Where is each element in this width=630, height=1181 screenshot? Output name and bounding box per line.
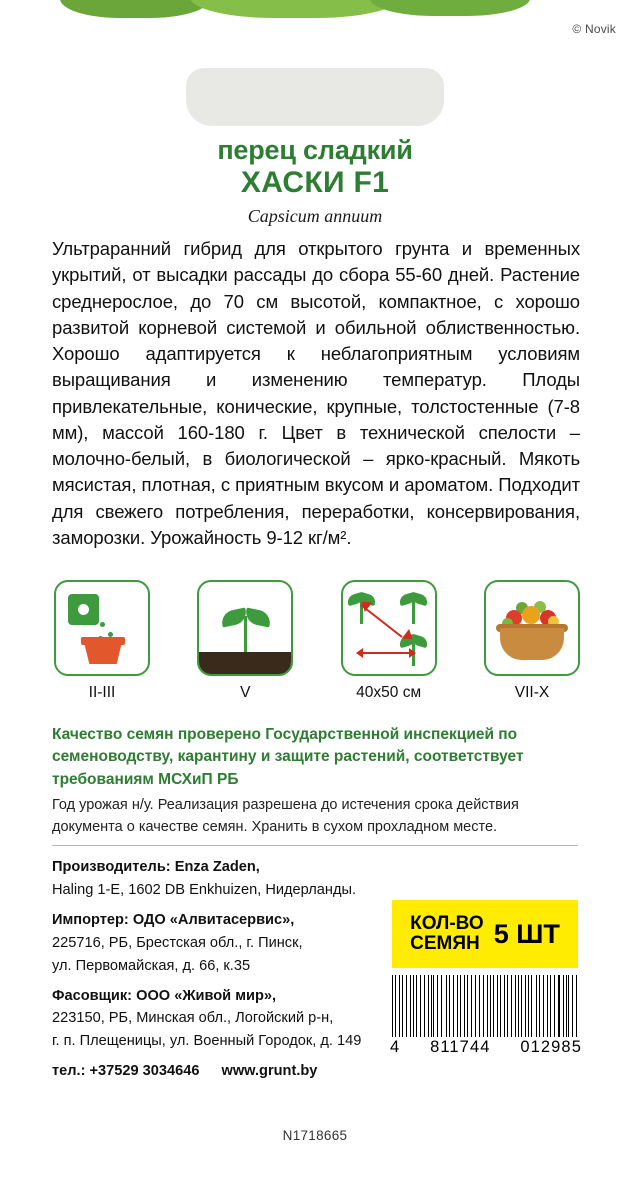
barcode-bar — [539, 975, 540, 1037]
title-block — [0, 136, 630, 227]
latin-name: Capsicum annuum — [247, 205, 383, 226]
storage-note: Год урожая н/у. Реализация разрешена до истечения срока действия документа о качестве семян. Хранить в сухом прохладном месте. — [52, 797, 519, 835]
section-divider — [52, 845, 578, 846]
icon-label-sowing: II-III — [88, 684, 116, 701]
producer-label: Производитель: — [52, 859, 171, 875]
barcode-bar — [433, 975, 434, 1037]
barcode-gap — [541, 975, 542, 1037]
barcode-digit-first: 4 — [390, 1038, 401, 1056]
barcode-digits — [390, 1038, 582, 1057]
internal-code: N1718665 — [282, 1128, 348, 1143]
barcode-digits-right: 012985 — [520, 1038, 582, 1056]
barcode-gap — [473, 975, 474, 1037]
barcode-gap — [397, 975, 398, 1037]
barcode-gap — [498, 975, 499, 1037]
barcode-bar — [507, 975, 508, 1037]
barcode-gap — [447, 975, 448, 1037]
barcode-gap — [426, 975, 427, 1037]
barcode-digits-left: 811744 — [430, 1038, 491, 1056]
product-description: Ультраранний гибрид для открытого грунта и временных укрытий, от высадки рассады до сбора 55-60 дней. Растение среднерослое, до 70 см высотой, компактное, с хорошо развитой корневой системой и обильной облиственностью. Хорошо адаптируется к неблагоприятным условиям выращивания и изменению температур. Плоды привлекательные, конические, крупные, толстостенные (7-8 мм), массой 160-180 г. Цвет в технической спелости – молочно-белый, в биологической – ярко-красный. Мякоть мясистая, плотная, с приятным вкусом и ароматом. Подходит для свежего потребления, переработки, консервирования, заморозки. Урожайность 9-12 кг/м². — [52, 238, 580, 548]
barcode-gap — [469, 975, 470, 1037]
barcode-gap — [533, 975, 534, 1037]
quantity-label — [410, 914, 484, 954]
leaf-shape-3 — [370, 0, 530, 16]
sowing-icon — [54, 580, 150, 676]
packer-name: ООО «Живой мир», — [136, 987, 277, 1004]
barcode-bar — [511, 975, 512, 1037]
icon-label-spacing: 40x50 см — [356, 684, 422, 701]
barcode-bar — [471, 975, 472, 1037]
importer-label: Импортер: — [52, 911, 129, 928]
icon-cell-harvest — [482, 580, 582, 702]
barcode-bar — [441, 975, 442, 1037]
barcode-bar — [483, 975, 484, 1037]
barcode-gap — [465, 975, 466, 1037]
barcode-gap — [485, 975, 486, 1037]
barcode-gap — [509, 975, 510, 1037]
barcode-bar — [464, 975, 465, 1037]
barcode-gap — [545, 975, 546, 1037]
website-link[interactable]: www.grunt.by — [221, 1063, 318, 1080]
phone-number: тел.: +37529 3034646 — [52, 1063, 200, 1080]
barcode-gap — [561, 975, 562, 1037]
leaf-right-icon — [244, 607, 273, 627]
barcode-bar — [518, 975, 519, 1037]
barcode-gap — [513, 975, 514, 1037]
barcode-gap — [418, 975, 419, 1037]
barcode-bar — [453, 975, 454, 1037]
leaf-shape-1 — [60, 0, 210, 18]
barcode-gap — [552, 975, 553, 1037]
importer-block — [52, 909, 382, 978]
horizontal-arrow-icon — [359, 652, 411, 654]
barcode-gap — [450, 975, 451, 1037]
contact-row — [52, 1060, 382, 1083]
barcode-bar — [500, 975, 501, 1037]
icon-cell-spacing — [339, 580, 439, 702]
harvest-icon — [484, 580, 580, 676]
barcode-gap — [400, 975, 401, 1037]
product-variety: ХАСКИ F1 — [240, 166, 390, 200]
barcode-bar — [406, 975, 407, 1037]
icon-label-planting: V — [240, 684, 251, 701]
stem-icon — [244, 616, 247, 652]
photo-copyright: © Novik — [572, 22, 616, 36]
barcode-gap — [443, 975, 444, 1037]
company-info — [52, 856, 382, 1083]
quantity-value: 5 ШТ — [493, 918, 560, 949]
producer-address: Haling 1-E, 1602 DB Enkhuizen, Нидерланды. — [52, 881, 357, 898]
importer-address-1: 225716, РБ, Брестская обл., г. Пинск, — [52, 934, 303, 951]
barcode-gap — [523, 975, 524, 1037]
barcode-bar — [536, 975, 537, 1037]
vegetable-icon — [522, 606, 540, 624]
barcode-bar — [420, 975, 421, 1037]
barcode-gap — [548, 975, 549, 1037]
barcode-gap — [481, 975, 482, 1037]
barcode-gap — [435, 975, 436, 1037]
arrow-head-icon — [409, 648, 416, 658]
barcode-bar — [550, 975, 551, 1037]
importer-name: ОДО «Алвитасервис», — [132, 911, 295, 928]
barcode-bar — [395, 975, 396, 1037]
packer-block — [52, 985, 382, 1054]
barcode-gap — [574, 975, 575, 1037]
packer-address-2: г. п. Плещеницы, ул. Военный Городок, д. 149 — [52, 1033, 362, 1050]
seed-dot — [100, 622, 105, 627]
packer-label: Фасовщик: — [52, 987, 133, 1004]
barcode-bar — [493, 975, 494, 1037]
producer-name: Enza Zaden, — [174, 859, 260, 875]
barcode-gap — [502, 975, 503, 1037]
spacing-icon — [341, 580, 437, 676]
barcode-bar — [515, 975, 516, 1037]
soil-icon — [199, 652, 291, 674]
barcode-bar — [475, 975, 476, 1037]
quantity-label-line1: КОЛ-ВО — [410, 913, 484, 935]
importer-address-2: ул. Первомайская, д. 66, к.35 — [52, 957, 251, 974]
barcode-bar — [413, 975, 414, 1037]
barcode-bar — [531, 975, 532, 1037]
icon-label-harvest: VII-X — [514, 684, 550, 701]
hanger-hole — [186, 68, 444, 126]
barcode-bar — [402, 975, 403, 1037]
barcode-gap — [404, 975, 405, 1037]
barcode-bar — [558, 975, 559, 1037]
quantity-label-line2: СЕМЯН — [410, 933, 480, 954]
barcode-bar — [424, 975, 425, 1037]
barcode-gap — [439, 975, 440, 1037]
barcode-gap — [455, 975, 456, 1037]
barcode-bar — [460, 975, 461, 1037]
barcode-bar — [543, 975, 544, 1037]
packer-address-1: 223150, РБ, Минская обл., Логойский р-н, — [52, 1010, 334, 1027]
barcode-bar — [416, 975, 417, 1037]
barcode-gap — [477, 975, 478, 1037]
barcode-bar — [446, 975, 447, 1037]
barcode-bar — [554, 975, 555, 1037]
mini-plant-icon — [401, 590, 427, 624]
barcode — [392, 975, 578, 1037]
product-category: перец сладкий — [217, 135, 413, 165]
quantity-badge — [392, 900, 578, 968]
pot-icon — [84, 642, 122, 664]
growing-icons-row — [52, 580, 582, 702]
quality-certification-note: Качество семян проверено Государственной инспекцией по семеноводству, карантину и защите растений, соответствует требованиям МСХиП РБ — [52, 726, 524, 788]
barcode-bar — [479, 975, 480, 1037]
basket-icon — [500, 628, 564, 660]
arrow-head-icon — [356, 648, 363, 658]
producer-block — [52, 856, 382, 902]
icon-cell-sowing — [52, 580, 152, 702]
barcode-bar — [576, 975, 577, 1037]
barcode-gap — [570, 975, 571, 1037]
barcode-gap — [530, 975, 531, 1037]
barcode-bar — [572, 975, 573, 1037]
planting-depth-icon — [197, 580, 293, 676]
plant-photo-strip — [0, 0, 630, 22]
icon-cell-planting — [195, 580, 295, 702]
leaf-shape-2 — [190, 0, 400, 18]
barcode-bar — [528, 975, 529, 1037]
seed-packet-icon — [68, 594, 99, 625]
barcode-gap — [495, 975, 496, 1037]
barcode-gap — [458, 975, 459, 1037]
barcode-gap — [556, 975, 557, 1037]
barcode-bar — [437, 975, 438, 1037]
